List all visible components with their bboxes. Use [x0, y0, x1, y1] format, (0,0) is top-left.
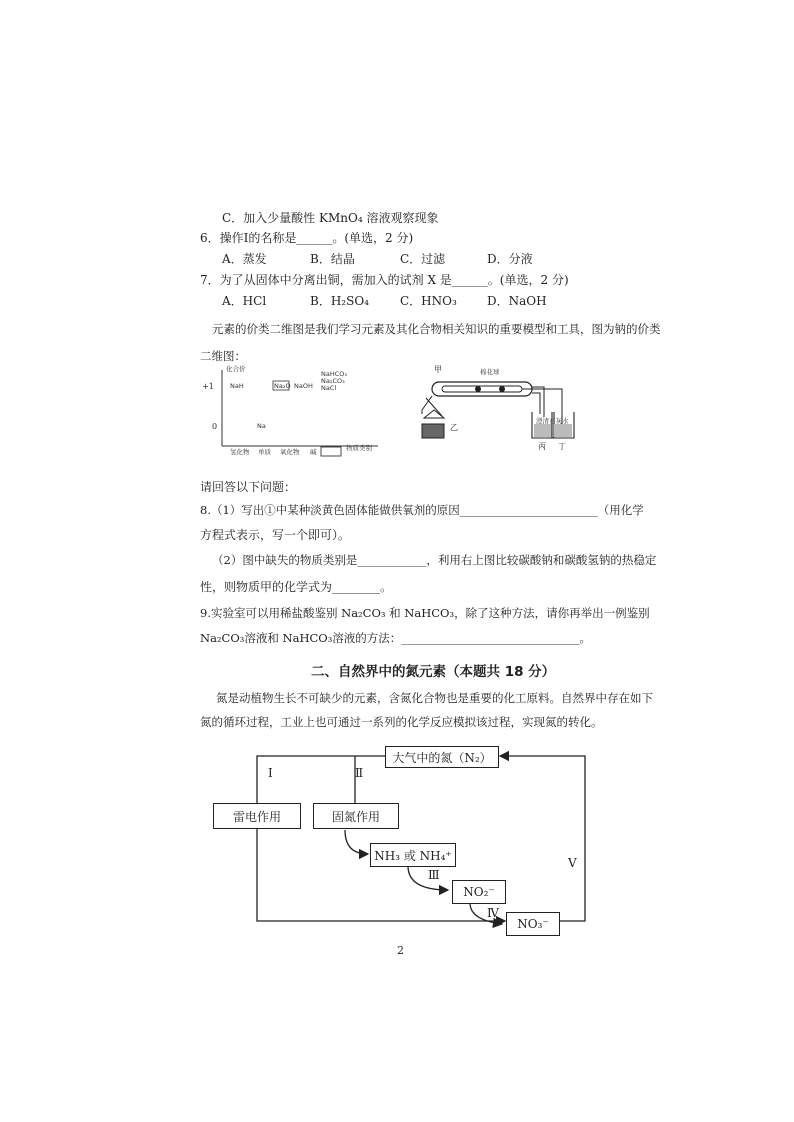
- box-atmospheric-nitrogen: 大气中的氮（N₂）: [385, 746, 499, 768]
- q6-option-c: C．过滤: [400, 252, 446, 266]
- q8-part2-line1: （2）图中缺失的物质类别是____________，利用右上图比较碳酸钠和碳酸氢钠的热稳定: [212, 553, 657, 567]
- salt-nacl: NaCl: [321, 384, 337, 392]
- x-category-hydride: 氢化物: [230, 448, 250, 456]
- q8-part2-line2: 性，则物质甲的化学式为________。: [200, 580, 393, 594]
- box-lightning: 雷电作用: [213, 803, 301, 829]
- x-axis-label: 物质类别: [346, 444, 372, 452]
- step-label-5: Ⅴ: [568, 856, 577, 870]
- box-ammonia: NH₃ 或 NH₄⁺: [370, 843, 456, 867]
- y-axis-label: 化合价: [226, 365, 246, 373]
- valence-intro-line1: 元素的价类二维图是我们学习元素及其化合物相关知识的重要模型和工具，图为钠的价类: [212, 322, 661, 336]
- q7-option-c: C．HNO₃: [400, 294, 457, 308]
- q5-option-c: C．加入少量酸性 KMnO₄ 溶液观察现象: [222, 211, 439, 225]
- q6-stem: 6．操作Ⅰ的名称是______。(单选，2 分): [200, 231, 414, 245]
- section-2-intro-line2: 氮的循环过程，工业上也可通过一系列的化学反应模拟该过程，实现氮的转化。: [200, 715, 603, 729]
- element-na: Na: [257, 422, 266, 430]
- compound-na2o: Na₂O: [274, 382, 291, 390]
- y-tick-zero: 0: [212, 422, 218, 431]
- box-nitrogen-fixation: 固氮作用: [313, 803, 399, 829]
- q7-option-d: D．NaOH: [487, 294, 547, 308]
- box-nitrate: NO₃⁻: [506, 912, 560, 936]
- q7-option-a: A．HCl: [222, 294, 267, 308]
- section-2-intro-line1: 氮是动植物生长不可缺少的元素，含氮化合物也是重要的化工原料。自然界中存在如下: [216, 691, 653, 705]
- q8-part1-line1: 8.（1）写出①中某种淡黄色固体能做供氧剂的原因________________________（用化学: [200, 503, 644, 517]
- q9-line2: Na₂CO₃溶液和 NaHCO₃溶液的方法：_______________________________。: [200, 631, 592, 645]
- step-label-1: Ⅰ: [268, 766, 273, 780]
- q8-part1-line2: 方程式表示，写一个即可）。: [200, 528, 351, 542]
- q6-option-a: A．蒸发: [222, 252, 267, 266]
- compound-naoh: NaOH: [294, 382, 313, 390]
- x-category-base: 碱: [310, 448, 317, 456]
- label-limewater: 澄清石灰水: [536, 417, 569, 425]
- label-bing: 丙: [538, 442, 546, 451]
- box-nitrite: NO₂⁻: [452, 880, 506, 904]
- valence-intro-line2: 二维图：: [200, 349, 246, 363]
- compound-nah: NaH: [230, 382, 244, 390]
- q6-option-b: B．结晶: [310, 252, 355, 266]
- q9-line1: 9.实验室可以用稀盐酸鉴别 Na₂CO₃ 和 NaHCO₃，除了这种方法，请你再举出一例鉴别: [200, 606, 650, 620]
- page-number: 2: [397, 944, 404, 957]
- salt-nahco3: NaHCO₃: [321, 370, 347, 378]
- step-label-2: Ⅱ: [355, 766, 364, 780]
- label-jia: 甲: [434, 365, 442, 374]
- section-2-title: 二、自然界中的氮元素（本题共 18 分）: [311, 664, 556, 680]
- label-cotton-ball: 棉花球: [480, 368, 500, 376]
- y-tick-plus1: +1: [202, 382, 214, 391]
- salt-na2co3: Na₂CO₃: [321, 377, 345, 385]
- label-yi: 乙: [450, 423, 458, 432]
- step-label-4: Ⅳ: [487, 906, 499, 920]
- label-ding: 丁: [558, 442, 566, 451]
- x-category-element: 单质: [258, 448, 271, 456]
- q7-option-b: B．H₂SO₄: [310, 294, 369, 308]
- q6-option-d: D．分液: [487, 252, 533, 266]
- x-category-oxide: 氧化物: [280, 448, 300, 456]
- q7-stem: 7．为了从固体中分离出铜，需加入的试剂 X 是______。(单选，2 分): [200, 273, 569, 287]
- step-label-3: Ⅲ: [428, 868, 440, 882]
- answer-prompt: 请回答以下问题：: [200, 480, 297, 494]
